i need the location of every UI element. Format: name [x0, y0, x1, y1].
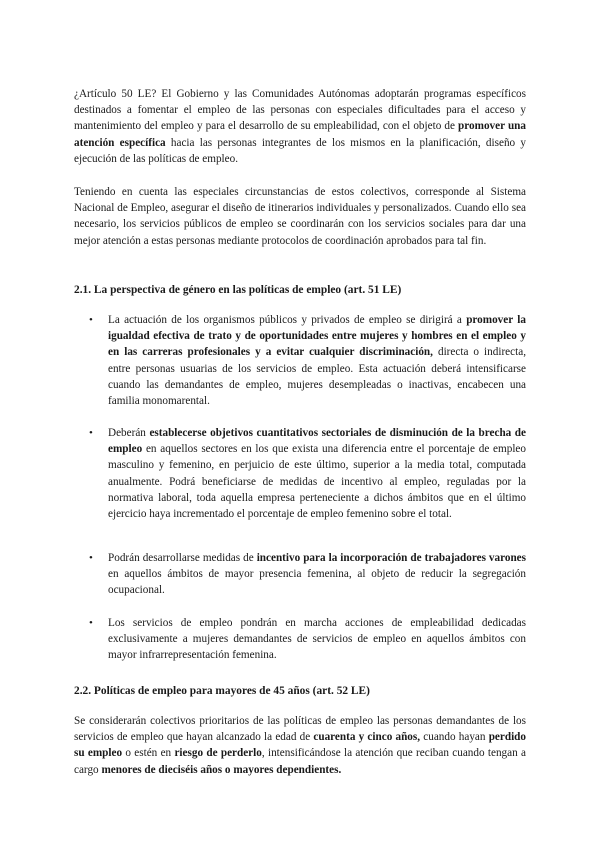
text-segment: Deberán — [108, 427, 150, 439]
text-segment: en aquellos sectores en los que exista una diferencia entre el porcentaje de empleo masculino y femenino, en perjuicio de este último, superior a la media total, computada anualmente. Podrá beneficiarse de medidas de incentivo al empleo, reguladas por la normativa laboral, toda aquella empresa perteneciente a dichos ámbitos que en el último ejercicio haya incrementado el porcentaje de empleo femenino sobre el total. — [108, 443, 526, 521]
section-2-heading: 2.2. Políticas de empleo para mayores de 45 años (art. 52 LE) — [74, 685, 370, 697]
text-segment: La actuación de los organismos públicos y privados de empleo se dirigirá a — [108, 314, 467, 326]
intro-paragraph-1 — [74, 86, 526, 167]
text-segment: o estén en — [122, 747, 175, 760]
text-segment: Podrán desarrollarse medidas de — [108, 552, 257, 564]
bold-text-segment: establecerse objetivos cuantitativos sectoriales de disminución de la brecha de empleo — [108, 427, 526, 456]
text-segment: cuando hayan — [420, 731, 489, 744]
section-1-heading: 2.1. La perspectiva de género en las políticas de empleo (art. 51 LE) — [74, 284, 402, 296]
text-segment: en aquellos ámbitos de mayor presencia femenina, al objeto de reducir la segregación ocupacional. — [108, 568, 526, 597]
bullet-item-1 — [108, 312, 526, 409]
text-segment: hacia las personas integrantes de los mismos en la planificación, diseño y ejecución de las políticas de empleo. — [74, 136, 526, 165]
text-segment: Se considerarán colectivos prioritarios de las políticas de empleo las personas demandantes de los servicios de empleo que hayan alcanzado la edad de — [74, 715, 526, 744]
bold-text-segment: promover una atención específica — [74, 120, 526, 149]
intro-paragraph-2 — [74, 184, 526, 249]
text-segment: Los servicios de empleo pondrán en marcha acciones de empleabilidad dedicadas exclusivamente a mujeres demandantes de servicios de empleo en aquellos ámbitos con mayor infrarrepresentación femenina. — [108, 617, 526, 662]
bullet-item-4 — [108, 615, 526, 664]
bold-text-segment: incentivo para la incorporación de trabajadores varones — [256, 552, 527, 564]
text-segment: , intensificándose la atención que reciban cuando tengan a cargo — [74, 747, 526, 776]
text-segment: ¿Artículo 50 LE? El Gobierno y las Comunidades Autónomas adoptarán programas específicos destinados a fomentar el empleo de las personas con especiales dificultades para el acceso y mantenimiento del empleo y para el desarrollo de su empleabilidad, con el objeto de — [74, 88, 526, 133]
bold-text-segment: menores de dieciséis años o mayores dependientes. — [101, 763, 342, 776]
text-segment: Teniendo en cuenta las especiales circunstancias de estos colectivos, corresponde al Sistema Nacional de Empleo, asegurar el diseño de itinerarios individuales y personalizados. Cuando ello sea necesario, los servicios públicos de empleo se coordinarán con los servicios sociales para dar una mejor atención a estas personas mediante protocolos de coordinación aprobados para tal fin. — [74, 186, 526, 247]
text-segment: directa o indirecta, entre personas usuarias de los servicios de empleo. Esta actuación deberá intensificarse cuando las demandantes de empleo, mujeres desempleadas o inactivas, encabecen una familia monomarental. — [108, 346, 526, 408]
bold-text-segment: perdido su empleo — [74, 731, 526, 760]
bullet-item-2 — [108, 425, 526, 522]
bold-text-segment: promover la igualdad efectiva de trato y de oportunidades entre mujeres y hombres en el empleo y en las carreras profesionales y a evitar cualquier discriminación, — [108, 314, 526, 359]
section-2-paragraph — [74, 713, 526, 778]
bold-text-segment: cuarenta y cinco años, — [313, 731, 421, 744]
bullet-item-3 — [108, 550, 526, 599]
bold-text-segment: riesgo de perderlo — [174, 747, 262, 760]
